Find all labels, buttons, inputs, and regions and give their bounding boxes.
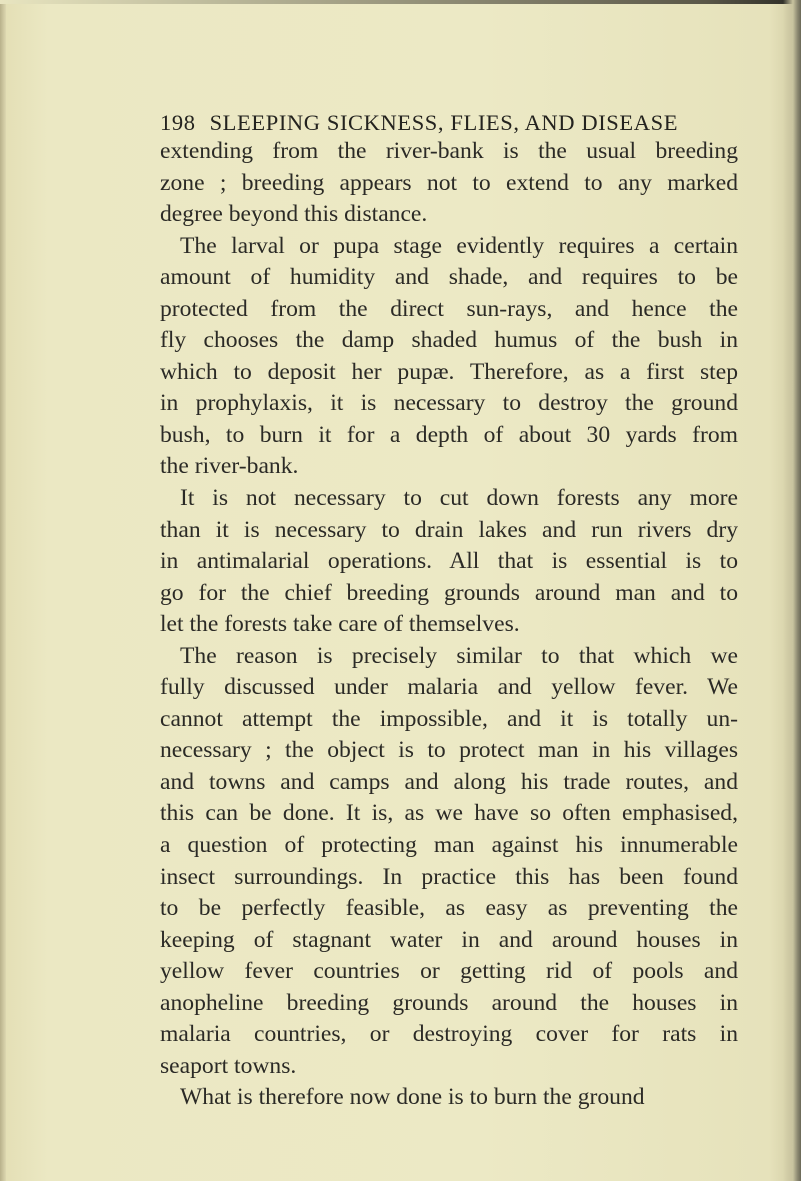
- page-right-edge: [783, 0, 801, 1181]
- text-line: protected from the direct sun-rays, and hence the: [160, 295, 738, 322]
- text-line: let the forests take care of themselves.: [160, 611, 520, 638]
- text-line: fully discussed under malaria and yellow fever. We: [160, 674, 738, 701]
- text-line: fly chooses the damp shaded humus of the bush in: [160, 327, 738, 354]
- text-line: malaria countries, or destroying cover for rats in: [160, 1021, 738, 1048]
- page-number: 198: [160, 110, 196, 135]
- body-text: [160, 136, 738, 1114]
- text-line: degree beyond this distance.: [160, 201, 428, 228]
- text-line: It is not necessary to cut down forests any more: [180, 485, 738, 512]
- text-line: The larval or pupa stage evidently requires a certain: [180, 232, 738, 259]
- gutter-shadow: [0, 0, 6, 1181]
- running-title: SLEEPING SICKNESS, FLIES, AND DISEASE: [209, 110, 679, 135]
- text-line: to be perfectly feasible, as easy as preventing the: [160, 895, 738, 922]
- text-line: amount of humidity and shade, and requires to be: [160, 264, 738, 291]
- text-line: necessary ; the object is to protect man in his villages: [160, 737, 738, 764]
- text-line: seaport towns.: [160, 1052, 297, 1079]
- text-line: the river-bank.: [160, 453, 299, 480]
- text-line: go for the chief breeding grounds around man and to: [160, 579, 738, 606]
- text-line: a question of protecting man against his innumerable: [160, 832, 738, 859]
- text-line: keeping of stagnant water in and around houses in: [160, 926, 738, 953]
- text-line: which to deposit her pupæ. Therefore, as a first step: [160, 358, 738, 385]
- text-line: cannot attempt the impossible, and it is totally un-: [160, 705, 738, 732]
- text-line: and towns and camps and along his trade routes, and: [160, 768, 738, 795]
- text-line: What is therefore now done is to burn the ground: [180, 1084, 645, 1111]
- text-line: zone ; breeding appears not to extend to any marked: [160, 169, 738, 196]
- text-line: than it is necessary to drain lakes and run rivers dry: [160, 516, 738, 543]
- running-head: [160, 110, 720, 136]
- text-line: anopheline breeding grounds around the houses in: [160, 989, 738, 1016]
- text-line: this can be done. It is, as we have so often emphasised,: [160, 800, 738, 827]
- text-line: yellow fever countries or getting rid of pools and: [160, 958, 738, 985]
- text-line: extending from the river-bank is the usual breeding: [160, 138, 738, 164]
- text-line: in antimalarial operations. All that is essential is to: [160, 548, 738, 575]
- text-line: insect surroundings. In practice this has been found: [160, 863, 738, 890]
- text-line: bush, to burn it for a depth of about 30 yards from: [160, 421, 738, 448]
- page-top-edge: [0, 0, 801, 4]
- text-line: in prophylaxis, it is necessary to destroy the ground: [160, 390, 738, 417]
- text-line: The reason is precisely similar to that which we: [180, 642, 738, 669]
